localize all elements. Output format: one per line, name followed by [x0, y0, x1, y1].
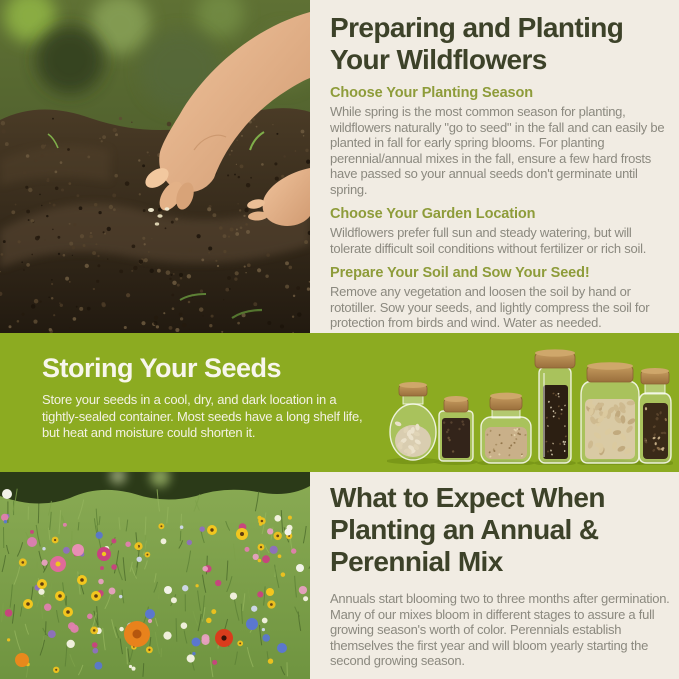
jar-pale-large: [581, 362, 639, 463]
planting-guide: [330, 12, 672, 332]
bottom-section-title: What to Expect When Planting an Annual & Perennial Mix: [330, 482, 605, 577]
expectations-text: [330, 482, 672, 672]
jar-white-beans: [390, 382, 436, 460]
hand-planting-illustration: [0, 0, 310, 333]
guide-block-body: Wildflowers prefer full sun and steady watering, but will tolerate difficult soil conditions without fertilizer or rich soil.: [330, 225, 647, 256]
jar-tall-cylinder: [535, 349, 575, 463]
band-body: Store your seeds in a cool, dry, and dark location in a tightly-sealed container. Most seeds have a long shelf life, but heat and moisture could shorten it.: [42, 392, 363, 440]
guide-block-heading: Prepare Your Soil and Sow Your Seed!: [330, 265, 590, 281]
guide-block-heading: Choose Your Planting Season: [330, 85, 534, 101]
jar-dark-small: [439, 396, 473, 461]
jar-dark-mixed: [639, 368, 671, 463]
guide-block-body: While spring is the most common season for planting, wildflowers naturally "go to seed" in the fall and can easily be planted in fall for early spring blooms. For planting perennial/annual mixes in the fall, ensure a few hard frosts have passed so your annual seeds don't germinate until spring.: [330, 104, 665, 197]
seed-jars-illustration: [387, 341, 673, 465]
storing-seeds-band: [0, 333, 679, 472]
jar-tan-squat: [481, 393, 531, 463]
wildflower-meadow-photo: [0, 472, 310, 679]
guide-block: [330, 206, 672, 256]
guide-block-heading: Choose Your Garden Location: [330, 206, 536, 222]
bottom-section-body: Annuals start blooming two to three months after germination. Many of our mixes bloom in different stages to assure a full growing season's worth of color. Perennials establish themselves the first year and will bloom yearly starting the second growing season.: [330, 591, 670, 668]
seed-jars-photo: [387, 341, 673, 465]
guide-block: [330, 265, 672, 331]
wildflower-meadow-illustration: [0, 472, 310, 679]
top-section-title: Preparing and Planting Your Wildflowers: [330, 12, 624, 75]
guide-block: [330, 85, 672, 197]
guide-block-body: Remove any vegetation and loosen the soil by hand or rototiller. Sow your seeds, and lightly compress the soil for protection from birds and wind. Water as needed.: [330, 284, 650, 330]
band-title: Storing Your Seeds: [42, 353, 282, 383]
storing-seeds-text: [42, 353, 374, 442]
hand-planting-photo: [0, 0, 310, 333]
